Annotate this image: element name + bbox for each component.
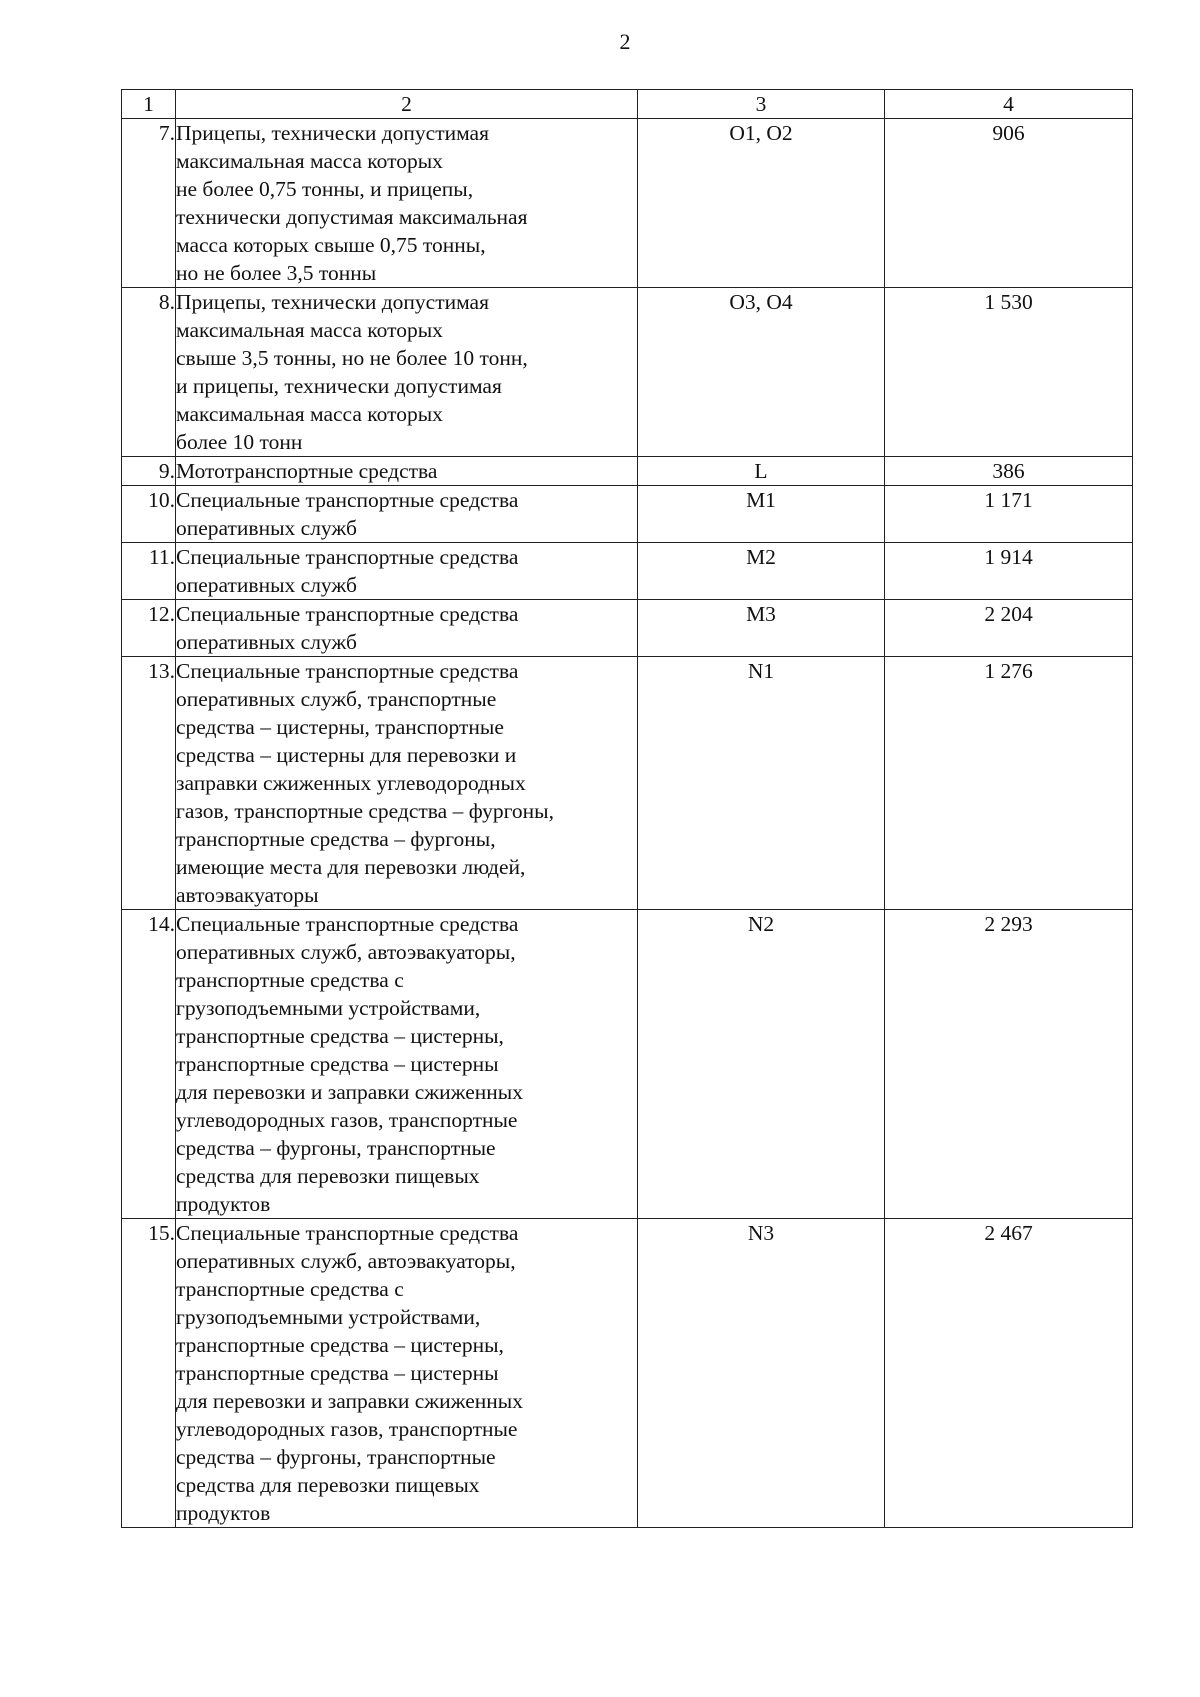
vehicle-description: [176, 657, 638, 910]
description-line: Прицепы, технически допустимая: [176, 121, 489, 145]
row-number: 12.: [122, 600, 176, 657]
description-line: Специальные транспортные средства: [176, 488, 519, 512]
description-line: для перевозки и заправки сжиженных: [176, 1080, 523, 1104]
row-number: 7.: [122, 119, 176, 288]
description-line: транспортные средства – цистерны,: [176, 1024, 504, 1048]
table-body: [122, 119, 1133, 1528]
description-line: для перевозки и заправки сжиженных: [176, 1389, 523, 1413]
description-line: имеющие места для перевозки людей,: [176, 855, 526, 879]
vehicle-category: O1, O2: [638, 119, 885, 288]
table-row: [122, 600, 1133, 657]
description-line: максимальная масса которых: [176, 149, 443, 173]
description-line: максимальная масса которых: [176, 318, 443, 342]
row-value: 2 467: [885, 1219, 1133, 1528]
vehicle-category: N3: [638, 1219, 885, 1528]
page-number: 2: [619, 29, 631, 54]
description-line: транспортные средства с: [176, 968, 404, 992]
vehicle-description: [176, 910, 638, 1219]
description-line: средства – фургоны, транспортные: [176, 1445, 496, 1469]
row-number: 10.: [122, 486, 176, 543]
row-number: 11.: [122, 543, 176, 600]
description-line: углеводородных газов, транспортные: [176, 1417, 518, 1441]
column-header: 3: [638, 90, 885, 119]
description-line: средства для перевозки пищевых: [176, 1164, 480, 1188]
vehicle-description: [176, 600, 638, 657]
description-line: Прицепы, технически допустимая: [176, 290, 489, 314]
row-value: 906: [885, 119, 1133, 288]
description-line: Специальные транспортные средства: [176, 1221, 519, 1245]
description-line: Специальные транспортные средства: [176, 912, 519, 936]
description-line: технически допустимая максимальная: [176, 205, 528, 229]
description-line: но не более 3,5 тонны: [176, 261, 377, 285]
description-line: газов, транспортные средства – фургоны,: [176, 799, 554, 823]
description-line: углеводородных газов, транспортные: [176, 1108, 518, 1132]
vehicle-category: M2: [638, 543, 885, 600]
table-row: [122, 119, 1133, 288]
description-line: средства для перевозки пищевых: [176, 1473, 480, 1497]
description-line: масса которых свыше 0,75 тонны,: [176, 233, 486, 257]
row-value: 2 293: [885, 910, 1133, 1219]
row-value: 386: [885, 457, 1133, 486]
description-line: грузоподъемными устройствами,: [176, 996, 481, 1020]
description-line: оперативных служб: [176, 630, 357, 654]
row-value: 1 276: [885, 657, 1133, 910]
description-line: заправки сжиженных углеводородных: [176, 771, 526, 795]
description-line: не более 0,75 тонны, и прицепы,: [176, 177, 474, 201]
description-line: средства – цистерны для перевозки и: [176, 743, 517, 767]
row-value: 2 204: [885, 600, 1133, 657]
vehicle-description: [176, 457, 638, 486]
description-line: максимальная масса которых: [176, 402, 443, 426]
row-number: 9.: [122, 457, 176, 486]
row-number: 14.: [122, 910, 176, 1219]
description-line: продуктов: [176, 1192, 271, 1216]
table-row: [122, 1219, 1133, 1528]
table-row: [122, 657, 1133, 910]
description-line: транспортные средства – цистерны,: [176, 1333, 504, 1357]
vehicle-category: M1: [638, 486, 885, 543]
description-line: средства – фургоны, транспортные: [176, 1136, 496, 1160]
vehicle-description: [176, 119, 638, 288]
vehicle-category: N2: [638, 910, 885, 1219]
vehicle-category: O3, O4: [638, 288, 885, 457]
row-number: 13.: [122, 657, 176, 910]
description-line: продуктов: [176, 1501, 271, 1525]
description-line: транспортные средства – цистерны: [176, 1361, 499, 1385]
description-line: оперативных служб, автоэвакуаторы,: [176, 1249, 516, 1273]
description-line: свыше 3,5 тонны, но не более 10 тонн,: [176, 346, 528, 370]
description-line: Специальные транспортные средства: [176, 602, 519, 626]
row-value: 1 171: [885, 486, 1133, 543]
table-row: [122, 486, 1133, 543]
vehicle-category: N1: [638, 657, 885, 910]
description-line: более 10 тонн: [176, 430, 303, 454]
vehicle-description: [176, 288, 638, 457]
description-line: оперативных служб, транспортные: [176, 687, 497, 711]
vehicle-description: [176, 543, 638, 600]
table-row: [122, 288, 1133, 457]
description-line: грузоподъемными устройствами,: [176, 1305, 481, 1329]
table-row: [122, 910, 1133, 1219]
description-line: транспортные средства с: [176, 1277, 404, 1301]
column-header: 2: [176, 90, 638, 119]
vehicle-description: [176, 486, 638, 543]
row-number: 8.: [122, 288, 176, 457]
vehicle-category: L: [638, 457, 885, 486]
column-header: 1: [122, 90, 176, 119]
column-header: 4: [885, 90, 1133, 119]
description-line: транспортные средства – цистерны: [176, 1052, 499, 1076]
description-line: Мототранспортные средства: [176, 459, 438, 483]
description-line: оперативных служб: [176, 516, 357, 540]
description-line: транспортные средства – фургоны,: [176, 827, 496, 851]
table-row: [122, 543, 1133, 600]
description-line: и прицепы, технически допустимая: [176, 374, 502, 398]
vehicle-description: [176, 1219, 638, 1528]
description-line: средства – цистерны, транспортные: [176, 715, 504, 739]
row-value: 1 530: [885, 288, 1133, 457]
description-line: оперативных служб, автоэвакуаторы,: [176, 940, 516, 964]
table-row: [122, 457, 1133, 486]
description-line: Специальные транспортные средства: [176, 545, 519, 569]
description-line: Специальные транспортные средства: [176, 659, 519, 683]
row-number: 15.: [122, 1219, 176, 1528]
description-line: оперативных служб: [176, 573, 357, 597]
table-header-row: [122, 90, 1133, 119]
vehicle-category-table: [121, 89, 1133, 1528]
description-line: автоэвакуаторы: [176, 883, 319, 907]
vehicle-category: M3: [638, 600, 885, 657]
row-value: 1 914: [885, 543, 1133, 600]
